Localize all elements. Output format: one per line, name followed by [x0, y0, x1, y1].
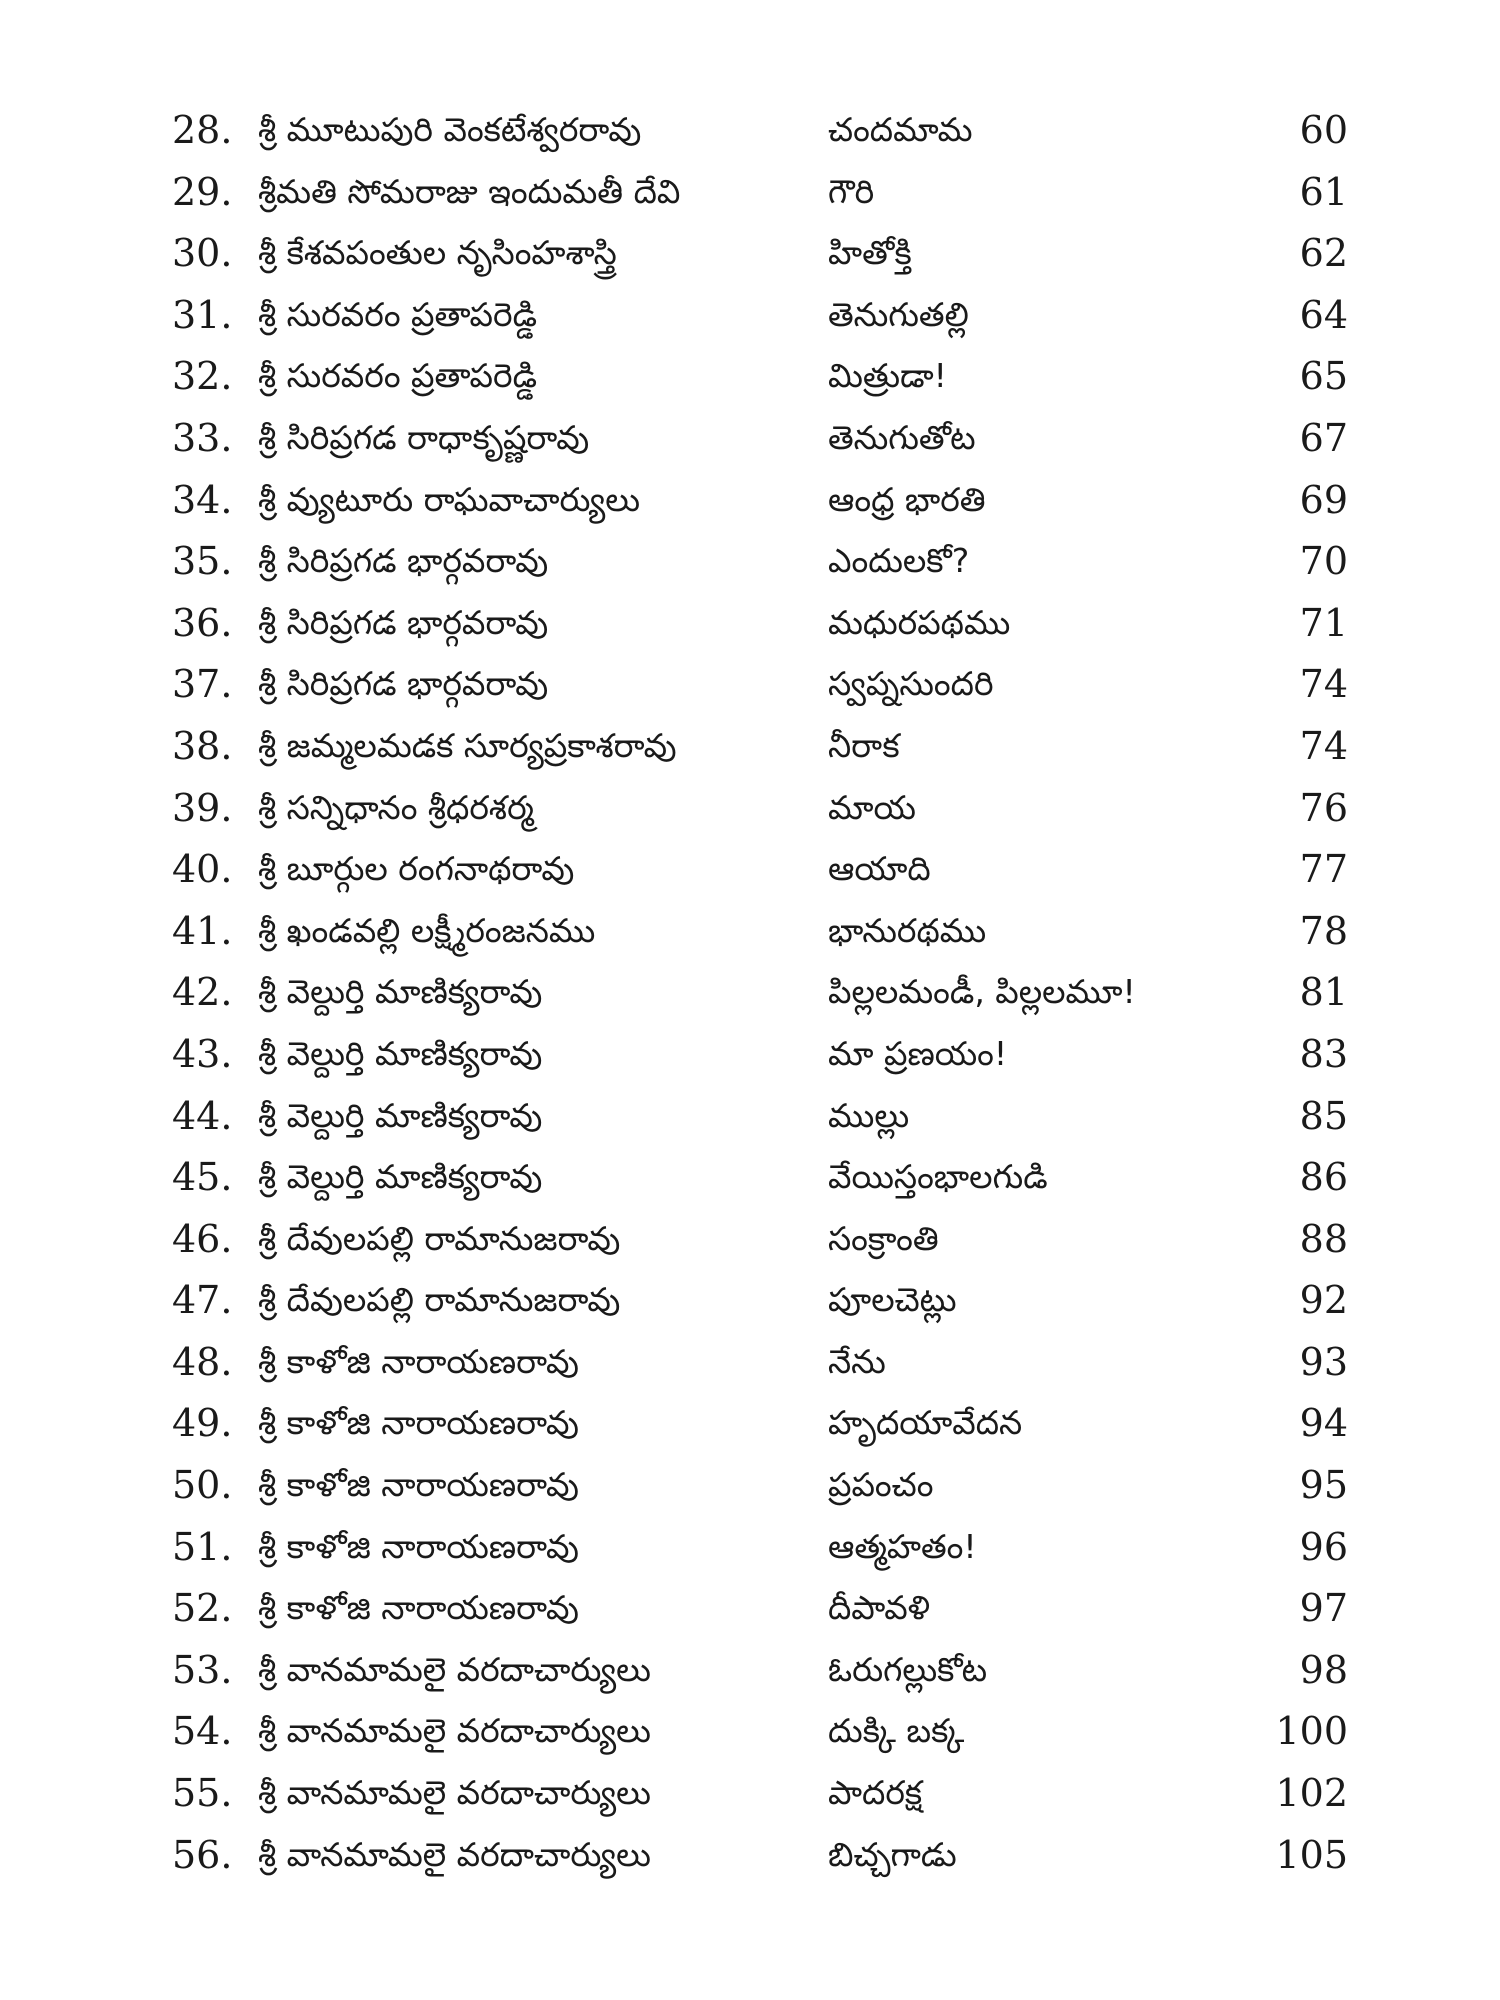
page-number: 85	[1299, 1093, 1348, 1138]
author-name: శ్రీ కాళోజి నారాయణరావు	[258, 1403, 579, 1443]
author-name: శ్రీ కాళోజి నారాయణరావు	[258, 1526, 579, 1566]
poem-title: నీరాక	[828, 725, 900, 765]
entry-number: 39.	[172, 785, 233, 830]
page-number: 100	[1275, 1709, 1348, 1754]
poem-title: తెనుగుతోట	[828, 417, 976, 457]
page-number: 102	[1275, 1771, 1348, 1816]
author-name: శ్రీమతి సోమరాజు ఇందుమతీ దేవి	[258, 171, 681, 211]
entry-number: 38.	[172, 723, 233, 768]
toc-row	[0, 225, 1500, 287]
entry-number: 52.	[172, 1586, 233, 1631]
poem-title: సంక్రాంతి	[828, 1218, 939, 1258]
toc-row	[0, 656, 1500, 718]
entry-number: 32.	[172, 354, 233, 399]
toc-row	[0, 533, 1500, 595]
page-number: 92	[1299, 1278, 1348, 1323]
toc-row	[0, 1211, 1500, 1273]
page-number: 65	[1299, 354, 1348, 399]
toc-row	[0, 1580, 1500, 1642]
toc-row	[0, 964, 1500, 1026]
author-name: శ్రీ సిరిప్రగడ భార్గవరావు	[258, 602, 549, 642]
poem-title: ముల్లు	[828, 1095, 910, 1135]
author-name: శ్రీ సిరిప్రగడ భార్గవరావు	[258, 664, 549, 704]
page-number: 88	[1299, 1216, 1348, 1261]
author-name: శ్రీ కాళోజి నారాయణరావు	[258, 1588, 579, 1628]
entry-number: 43.	[172, 1031, 233, 1076]
entry-number: 35.	[172, 539, 233, 584]
poem-title: స్వప్నసుందరి	[828, 664, 994, 704]
page-number: 74	[1299, 723, 1348, 768]
toc-row	[0, 287, 1500, 349]
poem-title: మిత్రుడా!	[828, 356, 947, 396]
poem-title: మా ప్రణయం!	[828, 1033, 1008, 1073]
entry-number: 45.	[172, 1155, 233, 1200]
author-name: శ్రీ వెల్దుర్తి మాణిక్యరావు	[258, 1033, 543, 1073]
poem-title: దుక్కి బక్క	[828, 1711, 965, 1751]
toc-row	[0, 1088, 1500, 1150]
author-name: శ్రీ వెల్దుర్తి మాణిక్యరావు	[258, 1095, 543, 1135]
entry-number: 47.	[172, 1278, 233, 1323]
poem-title: దీపావళి	[828, 1588, 931, 1628]
page-number: 76	[1299, 785, 1348, 830]
author-name: శ్రీ సురవరం ప్రతాపరెడ్డి	[258, 356, 538, 396]
author-name: శ్రీ జమ్మలమడక సూర్యప్రకాశరావు	[258, 725, 677, 765]
entry-number: 51.	[172, 1524, 233, 1569]
poem-title: భానురథము	[828, 910, 987, 950]
toc-row	[0, 410, 1500, 472]
entry-number: 48.	[172, 1339, 233, 1384]
toc-row	[0, 102, 1500, 164]
entry-number: 37.	[172, 662, 233, 707]
toc-row	[0, 1765, 1500, 1827]
poem-title: మాయ	[828, 787, 916, 827]
page-number: 83	[1299, 1031, 1348, 1076]
poem-title: ఆత్మహతం!	[828, 1526, 977, 1566]
toc-row	[0, 903, 1500, 965]
author-name: శ్రీ వానమామలై వరదాచార్యులు	[258, 1649, 651, 1689]
page-number: 78	[1299, 908, 1348, 953]
entry-number: 40.	[172, 847, 233, 892]
page-number: 95	[1299, 1463, 1348, 1508]
entry-number: 33.	[172, 415, 233, 460]
poem-title: ప్రపంచం	[828, 1465, 934, 1505]
toc-row	[0, 718, 1500, 780]
page-number: 94	[1299, 1401, 1348, 1446]
page-number: 93	[1299, 1339, 1348, 1384]
page-number: 60	[1299, 108, 1348, 152]
page-number: 77	[1299, 847, 1348, 892]
entry-number: 42.	[172, 970, 233, 1015]
entry-number: 28.	[172, 108, 233, 152]
page-number: 74	[1299, 662, 1348, 707]
toc-row	[0, 1642, 1500, 1704]
page-number: 96	[1299, 1524, 1348, 1569]
page-number: 62	[1299, 231, 1348, 276]
toc-row	[0, 1272, 1500, 1334]
toc-row	[0, 1519, 1500, 1581]
author-name: శ్రీ వెల్దుర్తి మాణిక్యరావు	[258, 1157, 543, 1197]
entry-number: 55.	[172, 1771, 233, 1816]
poem-title: హితోక్తి	[828, 233, 912, 273]
poem-title: మధురపథము	[828, 602, 1011, 642]
poem-title: పిల్లలమండీ, పిల్లలమూ!	[828, 972, 1136, 1012]
poem-title: గౌరి	[828, 171, 875, 211]
entry-number: 41.	[172, 908, 233, 953]
toc-row	[0, 1395, 1500, 1457]
poem-title: తెనుగుతల్లి	[828, 294, 969, 334]
author-name: శ్రీ కాళోజి నారాయణరావు	[258, 1341, 579, 1381]
table-of-contents	[0, 102, 1500, 1888]
entry-number: 50.	[172, 1463, 233, 1508]
author-name: శ్రీ వానమామలై వరదాచార్యులు	[258, 1711, 651, 1751]
toc-row	[0, 472, 1500, 534]
poem-title: ఆయాది	[828, 849, 931, 889]
author-name: శ్రీ సన్నిధానం శ్రీధరశర్మ	[258, 787, 534, 827]
page-number: 71	[1299, 600, 1348, 645]
toc-row	[0, 1703, 1500, 1765]
poem-title: హృదయావేదన	[828, 1403, 1023, 1443]
poem-title: పాదరక్ష	[828, 1773, 923, 1813]
page-number: 64	[1299, 292, 1348, 337]
entry-number: 53.	[172, 1647, 233, 1692]
toc-row	[0, 1149, 1500, 1211]
entry-number: 29.	[172, 169, 233, 214]
author-name: శ్రీ దేవులపల్లి రామానుజరావు	[258, 1280, 621, 1320]
author-name: శ్రీ వానమామలై వరదాచార్యులు	[258, 1834, 651, 1874]
page-number: 98	[1299, 1647, 1348, 1692]
entry-number: 30.	[172, 231, 233, 276]
entry-number: 56.	[172, 1832, 233, 1877]
author-name: శ్రీ వెల్దుర్తి మాణిక్యరావు	[258, 972, 543, 1012]
toc-row	[0, 1334, 1500, 1396]
poem-title: వేయిస్తంభాలగుడి	[828, 1157, 1048, 1197]
toc-row	[0, 1026, 1500, 1088]
poem-title: పూలచెట్లు	[828, 1280, 957, 1320]
author-name: శ్రీ మూటుపురి వెంకటేశ్వరరావు	[258, 110, 642, 149]
toc-row	[0, 1827, 1500, 1889]
entry-number: 34.	[172, 477, 233, 522]
author-name: శ్రీ దేవులపల్లి రామానుజరావు	[258, 1218, 621, 1258]
author-name: శ్రీ ఖండవల్లి లక్ష్మీరంజనము	[258, 910, 596, 950]
entry-number: 44.	[172, 1093, 233, 1138]
toc-row	[0, 595, 1500, 657]
toc-row	[0, 780, 1500, 842]
page-number: 67	[1299, 415, 1348, 460]
author-name: శ్రీ బూర్గుల రంగనాథరావు	[258, 849, 575, 889]
poem-title: ఓరుగల్లుకోట	[828, 1649, 988, 1689]
author-name: శ్రీ కాళోజి నారాయణరావు	[258, 1465, 579, 1505]
page-number: 97	[1299, 1586, 1348, 1631]
poem-title: చందమామ	[828, 110, 973, 149]
entry-number: 49.	[172, 1401, 233, 1446]
poem-title: బిచ్చగాడు	[828, 1834, 957, 1874]
entry-number: 36.	[172, 600, 233, 645]
author-name: శ్రీ సిరిప్రగడ భార్గవరావు	[258, 541, 549, 581]
toc-row	[0, 164, 1500, 226]
toc-row	[0, 841, 1500, 903]
poem-title: ఎందులకో?	[828, 541, 970, 581]
page-number: 105	[1275, 1832, 1348, 1877]
author-name: శ్రీ సిరిప్రగడ రాధాకృష్ణరావు	[258, 417, 590, 457]
toc-row	[0, 348, 1500, 410]
toc-row	[0, 1457, 1500, 1519]
entry-number: 54.	[172, 1709, 233, 1754]
entry-number: 31.	[172, 292, 233, 337]
entry-number: 46.	[172, 1216, 233, 1261]
poem-title: నేను	[828, 1341, 886, 1381]
page-number: 86	[1299, 1155, 1348, 1200]
page-number: 70	[1299, 539, 1348, 584]
author-name: శ్రీ కేశవపంతుల నృసింహశాస్త్రి	[258, 233, 617, 273]
author-name: శ్రీ వానమామలై వరదాచార్యులు	[258, 1773, 651, 1813]
poem-title: ఆంధ్ర భారతి	[828, 479, 986, 519]
page-number: 69	[1299, 477, 1348, 522]
page-number: 61	[1299, 169, 1348, 214]
page-number: 81	[1299, 970, 1348, 1015]
author-name: శ్రీ వ్యుటూరు రాఘవాచార్యులు	[258, 479, 641, 519]
author-name: శ్రీ సురవరం ప్రతాపరెడ్డి	[258, 294, 538, 334]
